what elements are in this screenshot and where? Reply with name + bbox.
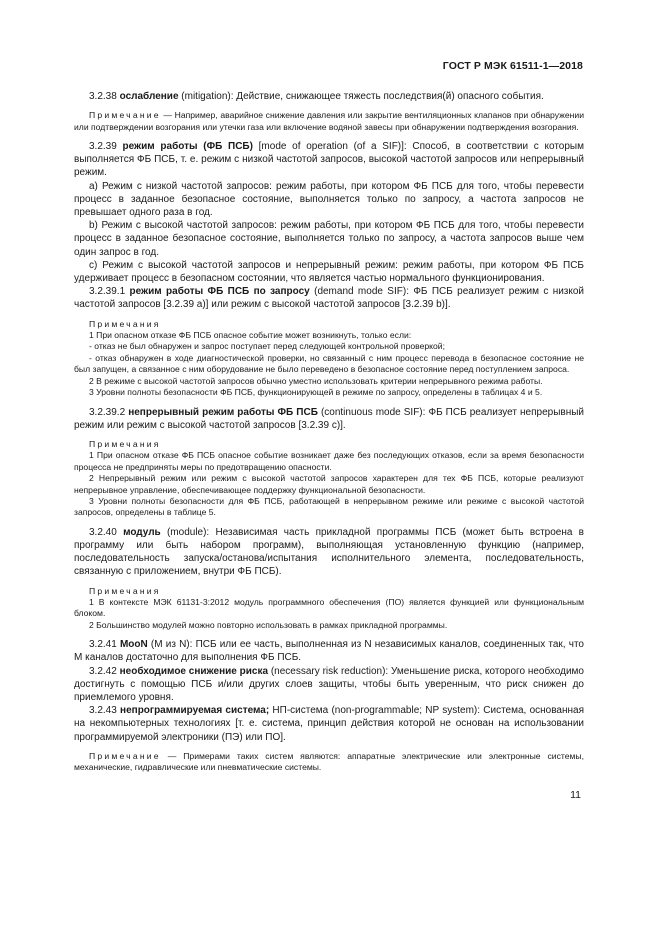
note-item bbox=[74, 496, 584, 519]
term-definition bbox=[74, 406, 584, 432]
term-definition bbox=[74, 638, 584, 664]
note-item bbox=[74, 330, 584, 341]
clause-number: 3.2.43 bbox=[89, 705, 121, 717]
term: модуль bbox=[123, 526, 161, 538]
document-header: ГОСТ Р МЭК 61511-1—2018 bbox=[442, 60, 583, 72]
clause-number: 3.2.38 bbox=[89, 91, 120, 102]
list-item bbox=[74, 259, 584, 285]
note-item bbox=[74, 450, 584, 473]
term: ослабление bbox=[119, 91, 179, 102]
spacer bbox=[74, 432, 584, 439]
list-item bbox=[74, 219, 584, 259]
note-item bbox=[74, 620, 584, 631]
term: необходимое снижение риска bbox=[119, 665, 269, 677]
notes-heading bbox=[74, 586, 584, 597]
definition-text: (M из N): ПСБ или ее часть, выполненная из N независимых каналов, соединенных так, что M каналов достаточно для выполнения ФБ ПСБ. bbox=[74, 639, 584, 664]
spacer bbox=[74, 133, 584, 140]
note-separator: — bbox=[160, 110, 175, 121]
note-item-text: 2 Непрерывный режим или режим с высокой частотой запросов характерен для тех ФБ ПСБ, которые реализуют непрерывное управление, обеспечивающее поддержку функциональной безопасности. bbox=[74, 473, 584, 495]
note-item bbox=[74, 387, 584, 398]
term-definition bbox=[74, 665, 584, 705]
notes-heading-label: Примечания bbox=[89, 318, 161, 329]
definition-text: (necessary risk reduction): Уменьшение риска, которого необходимо достигнуть с помощью ПСБ и/или других слоев защиты, чтобы быть уверенным, что риск снижен до приемлемого уровня. bbox=[74, 665, 584, 703]
document-body bbox=[74, 90, 584, 774]
clause-number: 3.2.39.2 bbox=[89, 406, 129, 418]
spacer bbox=[74, 744, 584, 751]
term-definition bbox=[74, 285, 584, 311]
page-number: 11 bbox=[570, 789, 581, 801]
list-item-text: c) Режим с высокой частотой запросов и непрерывный режим: режим работы, при котором ФБ ПСБ удерживает процесс в безопасном состоянии, что является частью нормального функционирования. bbox=[74, 259, 584, 285]
note-item bbox=[74, 341, 584, 352]
note-item bbox=[74, 376, 584, 387]
clause-number: 3.2.39.1 bbox=[89, 286, 130, 298]
term: MooN bbox=[119, 639, 148, 651]
term-definition bbox=[74, 526, 584, 579]
term: непрограммируемая система; bbox=[120, 705, 270, 717]
list-item-text: b) Режим с высокой частотой запросов: режим работы, при котором ФБ ПСБ для того, чтобы перевести процесс в заданное безопасное состояние, выполняется только по запросу, а частота запросов выше чем один запрос в год. bbox=[74, 220, 584, 258]
term-definition bbox=[74, 90, 584, 103]
note-item bbox=[74, 597, 584, 620]
note-label: Примечание bbox=[89, 750, 161, 761]
spacer bbox=[74, 579, 584, 586]
note-item-text: 1 В контексте МЭК 61131-3:2012 модуль программного обеспечения (ПО) является функцией или функциональным блоком. bbox=[74, 596, 584, 619]
note bbox=[74, 110, 584, 133]
list-item bbox=[74, 180, 584, 220]
definition-text: (demand mode SIF): ФБ ПСБ реализует режим с низкой частотой запросов [3.2.39 a)] или режим с высокой частотой запросов [3.2.39 b)]. bbox=[74, 286, 585, 311]
note-item-text: 2 В режиме с высокой частотой запросов обычно уместно использовать критерии непрерывного режима работы. bbox=[89, 375, 543, 386]
note-item bbox=[74, 353, 584, 376]
notes-heading-label: Примечания bbox=[89, 438, 161, 449]
definition-text: (module): Независимая часть прикладной программы ПСБ (может быть встроена в программу или быть набором программ), выполняющая установленную функцию (например, последовательность запуска/останова/испытания исполнительного элемента, последовательность, связанную с приложением, внутри ФБ ПСБ). bbox=[74, 526, 584, 578]
note-item-text: 3 Уровни полноты безопасности ФБ ПСБ, функционирующей в режиме по запросу, определены в таблицах 4 и 5. bbox=[89, 387, 543, 398]
note-item bbox=[74, 473, 584, 496]
spacer bbox=[74, 103, 584, 110]
clause-number: 3.2.42 bbox=[89, 665, 120, 677]
note-separator: — bbox=[160, 750, 184, 761]
list-item-text: а) Режим с низкой частотой запросов: режим работы, при котором ФБ ПСБ для того, чтобы перевести процесс в заданное безопасное состояние, выполняется только по запросу, а частота запросов не превышает одного раза в год. bbox=[74, 180, 584, 219]
note-text: Например, аварийное снижение давления или закрытие вентиляционных клапанов при обнаружении или подтверждении возгорания или утечки газа или включение водяной завесы при обнаружении подтверждения возгорания. bbox=[74, 110, 584, 132]
note-item-text: 1 При опасном отказе ФБ ПСБ опасное событие может возникнуть, только если: bbox=[89, 330, 412, 341]
term: непрерывный режим работы ФБ ПСБ bbox=[128, 406, 318, 418]
notes-heading bbox=[74, 319, 584, 330]
term: режим работы (ФБ ПСБ) bbox=[122, 141, 253, 153]
spacer bbox=[74, 519, 584, 526]
definition-text: (mitigation): Действие, снижающее тяжесть последствия(й) опасного события. bbox=[178, 91, 544, 102]
note-text: Примерами таких систем являются: аппаратные электрические или электронные системы, механические, гидравлические или пневматические системы. bbox=[74, 750, 584, 773]
term-definition bbox=[74, 704, 584, 744]
clause-number: 3.2.39 bbox=[89, 141, 123, 153]
term-definition bbox=[74, 140, 584, 180]
notes-heading-label: Примечания bbox=[89, 585, 161, 596]
term: режим работы ФБ ПСБ по запросу bbox=[129, 286, 310, 298]
note-label: Примечание bbox=[89, 110, 161, 121]
clause-number: 3.2.40 bbox=[89, 526, 124, 538]
definition-text: НП-система (non-programmable; NP system): Система, основанная на некомпьютерных технологиях [т. е. система, принцип действия которой не основан на использовании программируемой электроники (ПЭ) или ПО]. bbox=[74, 705, 584, 743]
clause-number: 3.2.41 bbox=[89, 639, 120, 651]
note-item-text: - отказ обнаружен в ходе диагностической проверки, но связанный с ним процесс перевода в безопасное состояние не был запущен, а связанное с ним оборудование не было переведено в безопасное состояние перед поступлением запроса. bbox=[74, 352, 584, 375]
note-item-text: 3 Уровни полноты безопасности для ФБ ПСБ, работающей в непрерывном режиме или режиме с высокой частотой запросов, определены в таблице 5. bbox=[74, 495, 584, 518]
note-item-text: 1 При опасном отказе ФБ ПСБ опасное событие возникает даже без последующих отказов, если за время безопасности процесса не предприняты меры по предотвращению опасности. bbox=[74, 450, 584, 472]
note bbox=[74, 751, 584, 774]
note-item-text: 2 Большинство модулей можно повторно использовать в рамках прикладной программы. bbox=[89, 619, 448, 630]
spacer bbox=[74, 312, 584, 319]
notes-heading bbox=[74, 439, 584, 450]
definition-text: (continuous mode SIF): ФБ ПСБ реализует непрерывный режим или режим с высокой частотой запросов [3.2.39 c)]. bbox=[74, 406, 585, 431]
spacer bbox=[74, 631, 584, 638]
definition-text: [mode of operation (of a SIF)]: Способ, в соответствии с которым выполняется ФБ ПСБ, т. е. режим с низкой частотой запросов, высокой частотой запросов или непрерывный режим. bbox=[74, 141, 584, 179]
note-item-text: - отказ не был обнаружен и запрос поступает перед следующей контрольной проверкой; bbox=[89, 341, 445, 352]
spacer bbox=[74, 399, 584, 406]
